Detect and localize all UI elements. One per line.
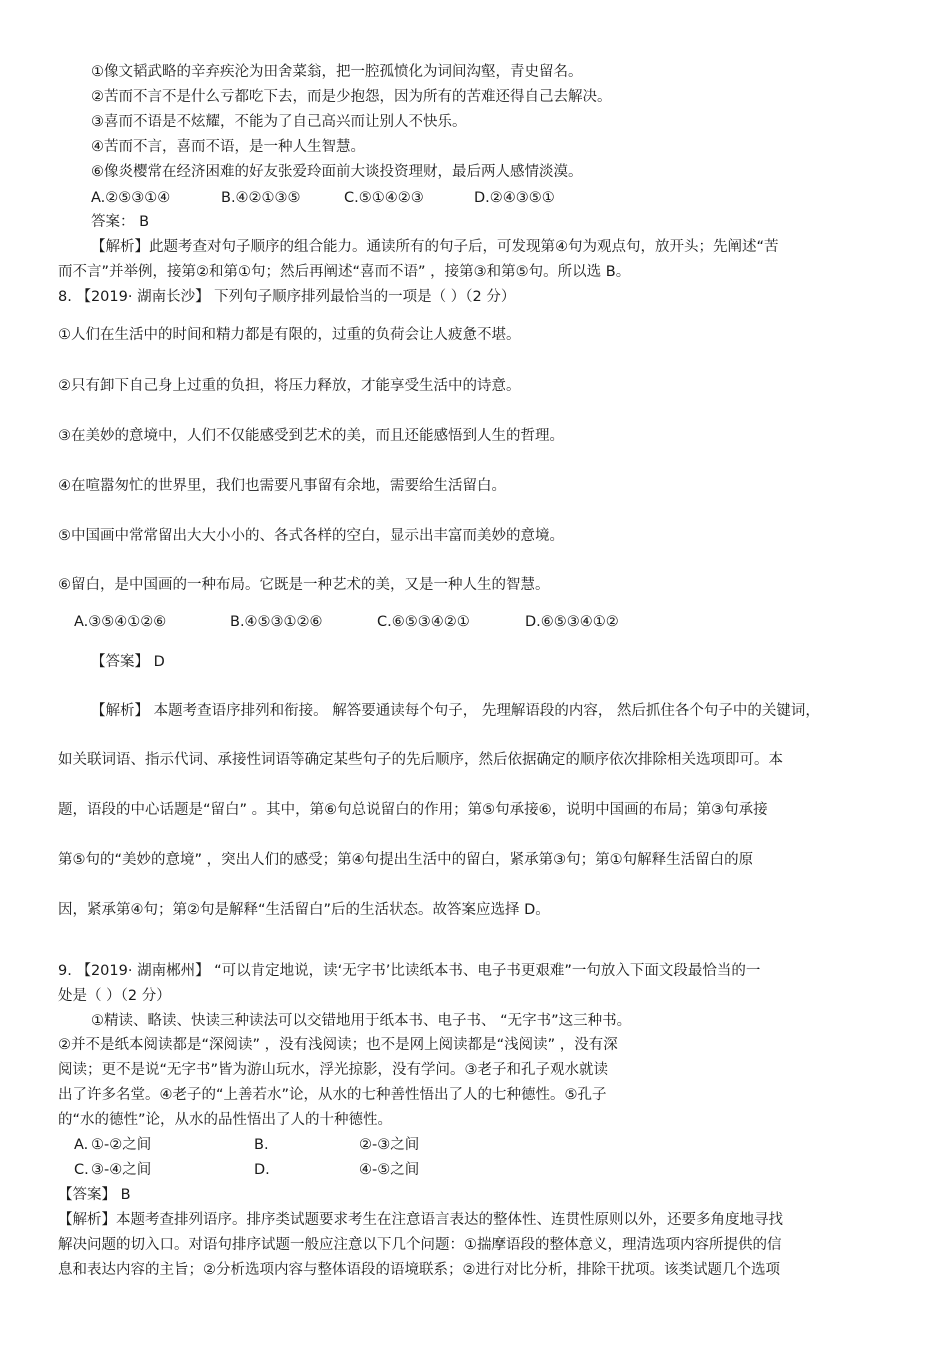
q8-analysis-line-3: 题，语段的中心话题是“留白” 。其中，第⑥句总说留白的作用；第⑤句承接⑥，说明中国画的布局；第③句承接: [58, 802, 768, 818]
q7-answer: 答案： B: [91, 214, 150, 230]
q8-sentence-2: ②只有卸下自己身上过重的负担，将压力释放，才能享受生活中的诗意。: [58, 378, 521, 394]
q9-passage-line-2: ②并不是纸本阅读都是“深阅读” ，没有浅阅读；也不是网上阅读都是“浅阅读” ，没有深: [58, 1037, 618, 1053]
q8-sentence-4: ④在喧嚣匆忙的世界里，我们也需要凡事留有余地，需要给生活留白。: [58, 478, 506, 494]
q8-sentence-3: ③在美妙的意境中，人们不仅能感受到艺术的美，而且还能感悟到人生的哲理。: [58, 428, 564, 444]
q7-analysis-line-1: 【解析】此题考查对句子顺序的组合能力。通读所有的句子后，可发现第④句为观点句，放开头；先阐述“苦: [91, 239, 779, 255]
q9-analysis-line-3: 息和表达内容的主旨；②分析选项内容与整体语段的语境联系；②进行对比分析，排除干扰项。该类试题几个选项: [58, 1262, 780, 1278]
q8-analysis-line-4: 第⑤句的“美妙的意境” ，突出人们的感受；第④句提出生活中的留白，紧承第③句；第①句解释生活留白的原: [58, 852, 754, 868]
q9-passage-line-5: 的“水的德性”论，从水的品性悟出了人的十种德性。: [58, 1112, 393, 1128]
q9-analysis-line-2: 解决问题的切入口。对语句排序试题一般应注意以下几个问题：①揣摩语段的整体意义，理清选项内容所提供的信: [58, 1237, 782, 1253]
option-d: D.②④③⑤①: [474, 190, 555, 206]
q8-analysis-line-5: 因，紧承第④句；第②句是解释“生活留白”后的生活状态。故答案应选择 D。: [58, 902, 550, 918]
q8-answer: 【答案】 D: [91, 654, 165, 670]
q9-analysis-line-1: 【解析】本题考查排列语序。排序类试题要求考生在注意语言表达的整体性、连贯性原则以外，还要多角度地寻找: [58, 1212, 783, 1228]
q9-title-line-2: 处是（ ）（2 分）: [58, 988, 171, 1004]
option-a: A.②⑤③①④: [91, 190, 171, 206]
q9-title-line-1: 9. 【2019· 湖南郴州】 “可以肯定地说，读‘无字书’比读纸本书、电子书更艰难”一句放入下面文段最恰当的一: [58, 963, 761, 979]
sentence-2: ②苦而不言不是什么亏都吃下去，而是少抱怨，因为所有的苦难还得自己去解决。: [91, 89, 612, 105]
q9-passage-line-4: 出了许多名堂。④老子的“上善若水”论，从水的七种善性悟出了人的七种德性。⑤孔子: [58, 1087, 607, 1103]
option-c: C.⑥⑤③④②①: [377, 614, 470, 630]
sentence-3: ③喜而不语是不炫耀，不能为了自己高兴而让别人不快乐。: [91, 114, 467, 130]
q9-answer: 【答案】 B: [58, 1187, 131, 1203]
option-c-letter: C.: [74, 1162, 89, 1178]
sentence-6: ⑥像炎樱常在经济困难的好友张爱玲面前大谈投资理财，最后两人感情淡漠。: [91, 164, 583, 180]
option-c: C.⑤①④②③: [344, 190, 424, 206]
q8-analysis-line-1: 【解析】 本题考查语序排列和衔接。 解答要通读每个句子， 先理解语段的内容， 然后抓住各个句子中的关键词，: [91, 703, 820, 719]
q8-analysis-line-2: 如关联词语、指示代词、承接性词语等确定某些句子的先后顺序，然后依据确定的顺序依次排除相关选项即可。本: [58, 752, 783, 768]
q9-passage-line-1: ①精读、略读、快读三种读法可以交错地用于纸本书、电子书、 “无字书”这三种书。: [91, 1013, 632, 1029]
option-b-letter: B.: [254, 1137, 269, 1153]
option-d: D.⑥⑤③④①②: [525, 614, 619, 630]
q8-sentence-5: ⑤中国画中常常留出大大小小的、各式各样的空白，显示出丰富而美妙的意境。: [58, 528, 564, 544]
q7-analysis-line-2: 而不言”并举例，接第②和第①句；然后再阐述“喜而不语” ，接第③和第⑤句。所以选 B。: [58, 264, 631, 280]
sentence-1: ①像文韬武略的辛弃疾沦为田舍菜翁，把一腔孤愤化为词间沟壑，青史留名。: [91, 64, 583, 80]
option-a-text: ①-②之间: [91, 1137, 152, 1153]
option-d-letter: D.: [254, 1162, 270, 1178]
q8-sentence-1: ①人们在生活中的时间和精力都是有限的，过重的负荷会让人疲惫不堪。: [58, 327, 521, 343]
option-c-text: ③-④之间: [91, 1162, 152, 1178]
option-a-letter: A.: [74, 1137, 89, 1153]
option-d-text: ④-⑤之间: [359, 1162, 420, 1178]
q9-passage-line-3: 阅读；更不是说“无字书”皆为游山玩水，浮光掠影，没有学问。③老子和孔子观水就读: [58, 1062, 609, 1078]
q8-title: 8. 【2019· 湖南长沙】 下列句子顺序排列最恰当的一项是（ ）（2 分）: [58, 289, 516, 305]
sentence-4: ④苦而不言，喜而不语，是一种人生智慧。: [91, 139, 365, 155]
option-b: B.④⑤③①②⑥: [230, 614, 323, 630]
option-b: B.④②①③⑤: [221, 190, 301, 206]
q8-sentence-6: ⑥留白，是中国画的一种布局。它既是一种艺术的美，又是一种人生的智慧。: [58, 577, 550, 593]
option-b-text: ②-③之间: [359, 1137, 420, 1153]
option-a: A.③⑤④①②⑥: [74, 614, 167, 630]
